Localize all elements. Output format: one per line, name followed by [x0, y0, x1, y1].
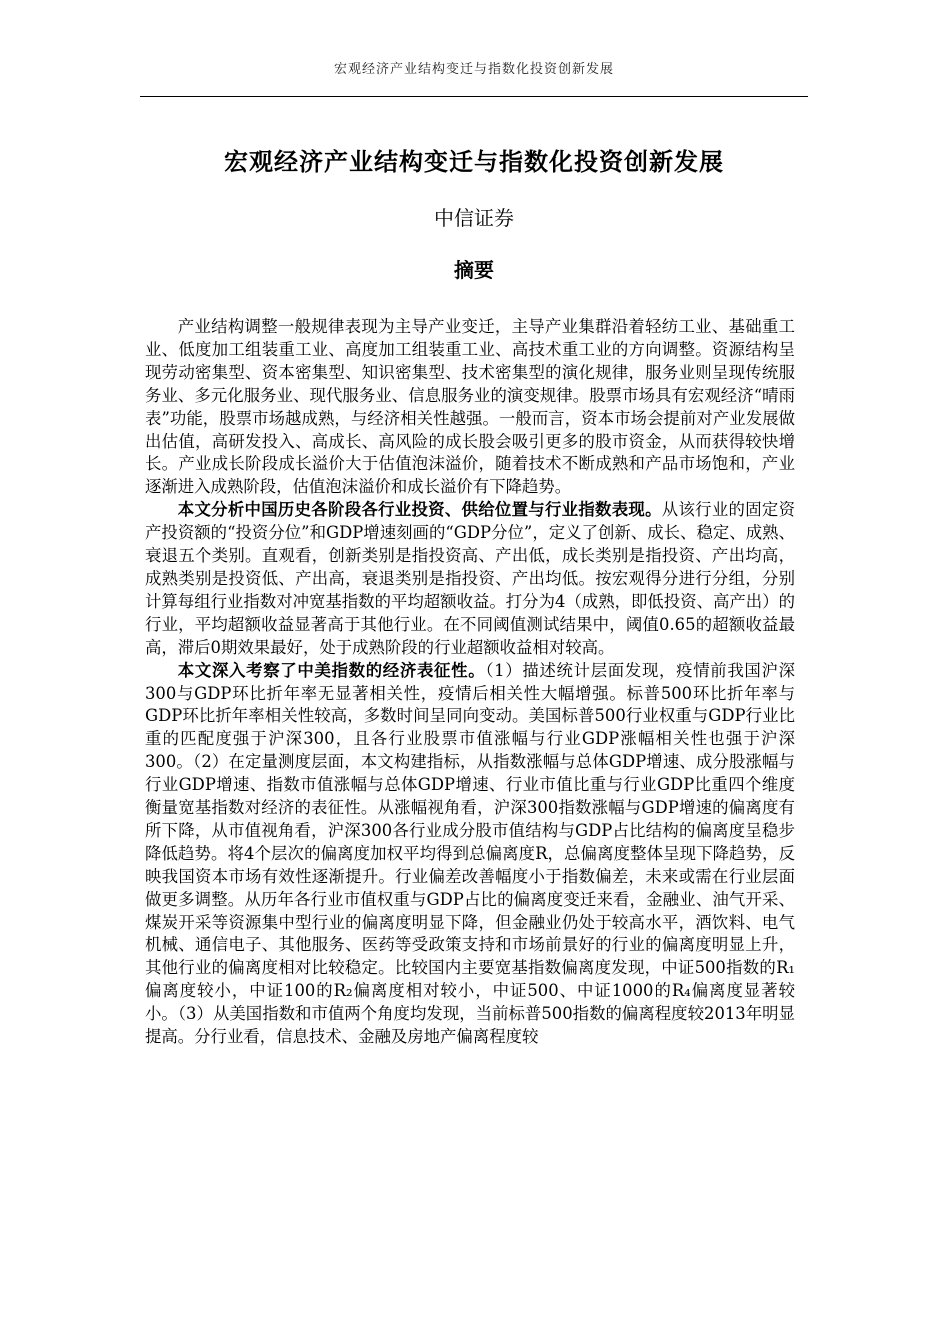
paragraph-lead: 本文深入考察了中美指数的经济表征性。	[177, 660, 486, 680]
abstract-paragraph-1	[145, 316, 795, 499]
abstract-heading: 摘要	[454, 258, 494, 282]
running-header: 宏观经济产业结构变迁与指数化投资创新发展	[333, 62, 614, 77]
header-divider	[140, 96, 808, 97]
paragraph-text: 从该行业的固定资产投资额的“投资分位”和GDP增速刻画的“GDP分位”，定义了创新、成长、稳定、成熟、衰退五个类别。直观看，创新类别是指投资高、产出低，成长类别是指投资、产出均高，成熟类别是投资低、产出高，衰退类别是指投资、产出均低。按宏观得分进行分组，分别计算每组行业指数对冲宽基指数的平均超额收益。打分为4（成熟，即低投资、高产出）的行业，平均超额收益显著高于其他行业。在不同阈值测试结果中，阈值0.65的超额收益最高，滞后0期效果最好，处于成熟阶段的行业超额收益相对较高。	[145, 500, 796, 657]
paragraph-lead: 本文分析中国历史各阶段各行业投资、供给位置与行业指数表现。	[177, 500, 662, 520]
paragraph-text: （1）描述统计层面发现，疫情前我国沪深300与GDP环比折年率无显著相关性，疫情后相关性大幅增强。标普500环比折年率与GDP环比折年率相关性较高，多数时间呈同向变动。美国标普500行业权重与GDP行业比重的匹配度强于沪深300，且各行业股票市值涨幅与行业GDP涨幅相关性也强于沪深300。（2）在定量测度层面，本文构建指标，从指数涨幅与总体GDP增速、成分股涨幅与行业GDP增速、指数市值涨幅与总体GDP增速、行业市值比重与行业GDP比重四个维度衡量宽基指数对经济的表征性。从涨幅视角看，沪深300指数涨幅与GDP增速的偏离度有所下降，从市值视角看，沪深300各行业成分股市值结构与GDP占比结构的偏离度呈稳步降低趋势。将4个层次的偏离度加权平均得到总偏离度R，总偏离度整体呈现下降趋势，反映我国资本市场有效性逐渐提升。行业偏差改善幅度小于指数偏差，未来或需在行业层面做更多调整。从历年各行业市值权重与GDP占比的偏离度变迁来看，金融业、油气开采、煤炭开采等资源集中型行业的偏离度明显下降，但金融业仍处于较高水平，酒饮料、电气机械、通信电子、其他服务、医药等受政策支持和市场前景好的行业的偏离度明显上升，其他行业的偏离度相对比较稳定。比较国内主要宽基指数偏离度发现，中证500指数的R₁偏离度较小，中证100的R₂偏离度相对较小，中证500、中证1000的R₄偏离度显著较小。（3）从美国指数和市值两个角度均发现，当前标普500指数的偏离程度较2013年明显提高。分行业看，信息技术、金融及房地产偏离程度较	[145, 660, 795, 1047]
paragraph-text: 产业结构调整一般规律表现为主导产业变迁，主导产业集群沿着轻纺工业、基础重工业、低度加工组装重工业、高度加工组装重工业、高技术重工业的方向调整。资源结构呈现劳动密集型、资本密集型、知识密集型、技术密集型的演化规律，服务业则呈现传统服务业、多元化服务业、现代服务业、信息服务业的演变规律。股票市场具有宏观经济“晴雨表”功能，股票市场越成熟，与经济相关性越强。一般而言，资本市场会提前对产业发展做出估值，高研发投入、高成长、高风险的成长股会吸引更多的股市资金，从而获得较快增长。产业成长阶段成长溢价大于估值泡沫溢价，随着技术不断成熟和产品市场饱和，产业逐渐进入成熟阶段，估值泡沫溢价和成长溢价有下降趋势。	[145, 317, 795, 497]
document-title: 宏观经济产业结构变迁与指数化投资创新发展	[224, 148, 724, 176]
abstract-body	[145, 316, 795, 1049]
author: 中信证券	[434, 206, 514, 230]
abstract-paragraph-2	[145, 499, 795, 659]
abstract-paragraph-3	[145, 660, 795, 1049]
